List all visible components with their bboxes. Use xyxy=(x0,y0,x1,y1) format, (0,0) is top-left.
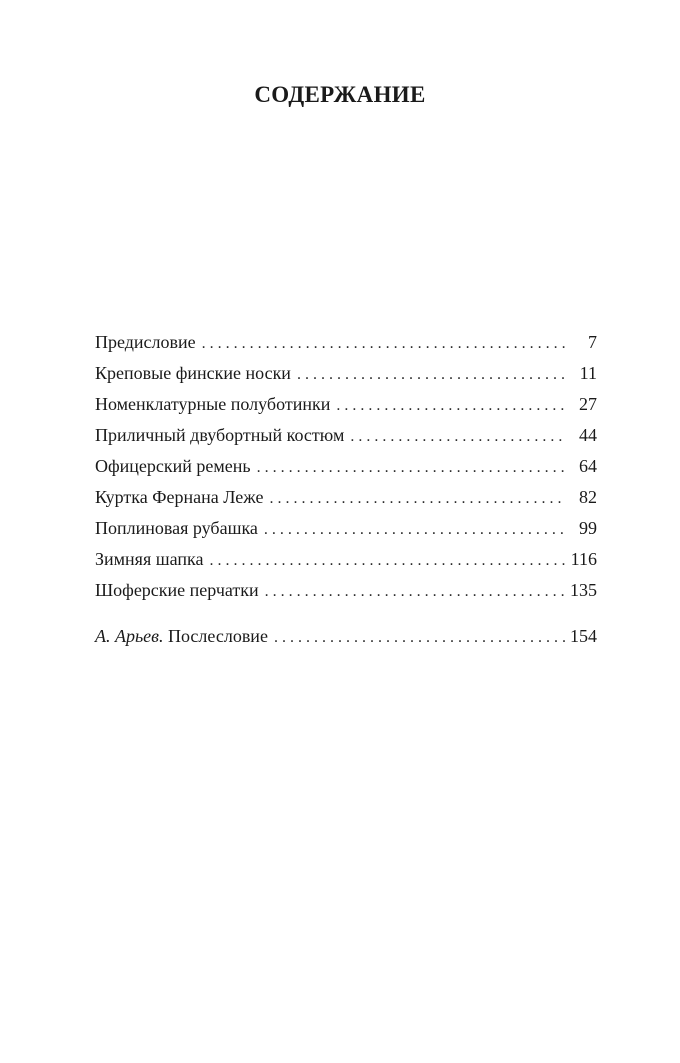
toc-entry xyxy=(95,358,597,389)
toc-entry xyxy=(95,513,597,544)
toc-entry-page: 11 xyxy=(579,363,597,383)
toc-entry-page: 99 xyxy=(579,518,597,538)
toc-entry-page: 44 xyxy=(579,425,597,445)
dot-leader xyxy=(274,622,565,653)
afterword-author: А. Арьев. xyxy=(95,626,164,646)
afterword-title: Послесловие xyxy=(167,626,268,646)
dot-leader xyxy=(297,359,565,390)
toc-entry-page: 154 xyxy=(570,626,597,646)
dot-leader xyxy=(264,514,565,545)
dot-leader xyxy=(336,390,565,421)
toc-entry-title: Зимняя шапка xyxy=(95,549,204,569)
toc-entry xyxy=(95,575,597,606)
toc-entry-title xyxy=(95,621,274,652)
toc-entry-title: Креповые финские носки xyxy=(95,363,291,383)
toc-entry-page: 7 xyxy=(588,332,597,352)
toc-entry-title: Поплиновая рубашка xyxy=(95,518,258,538)
toc-entry xyxy=(95,482,597,513)
toc-entry-page: 64 xyxy=(579,456,597,476)
toc-entry xyxy=(95,327,597,358)
dot-leader xyxy=(257,452,565,483)
toc-entry-title: Номенклатурные полуботинки xyxy=(95,394,331,414)
toc-entry-afterword xyxy=(95,621,597,652)
dot-leader xyxy=(209,545,565,576)
toc-entry-page: 135 xyxy=(570,580,597,600)
toc-entry xyxy=(95,544,597,575)
page-title: СОДЕРЖАНИЕ xyxy=(254,82,426,107)
toc-entry-title: Приличный двубортный костюм xyxy=(95,425,345,445)
dot-leader xyxy=(265,576,565,607)
table-of-contents xyxy=(95,327,597,652)
toc-entry-page: 116 xyxy=(570,549,597,569)
toc-entry-page: 82 xyxy=(579,487,597,507)
toc-entry xyxy=(95,420,597,451)
toc-entry-title: Шоферские перчатки xyxy=(95,580,259,600)
dot-leader xyxy=(350,421,565,452)
dot-leader xyxy=(202,328,565,359)
toc-entry-page: 27 xyxy=(579,394,597,414)
dot-leader xyxy=(269,483,565,514)
toc-entry xyxy=(95,451,597,482)
toc-entry-title: Куртка Фернана Леже xyxy=(95,487,264,507)
toc-entry-title: Предисловие xyxy=(95,332,196,352)
toc-entry-title: Офицерский ремень xyxy=(95,456,251,476)
toc-entry xyxy=(95,389,597,420)
